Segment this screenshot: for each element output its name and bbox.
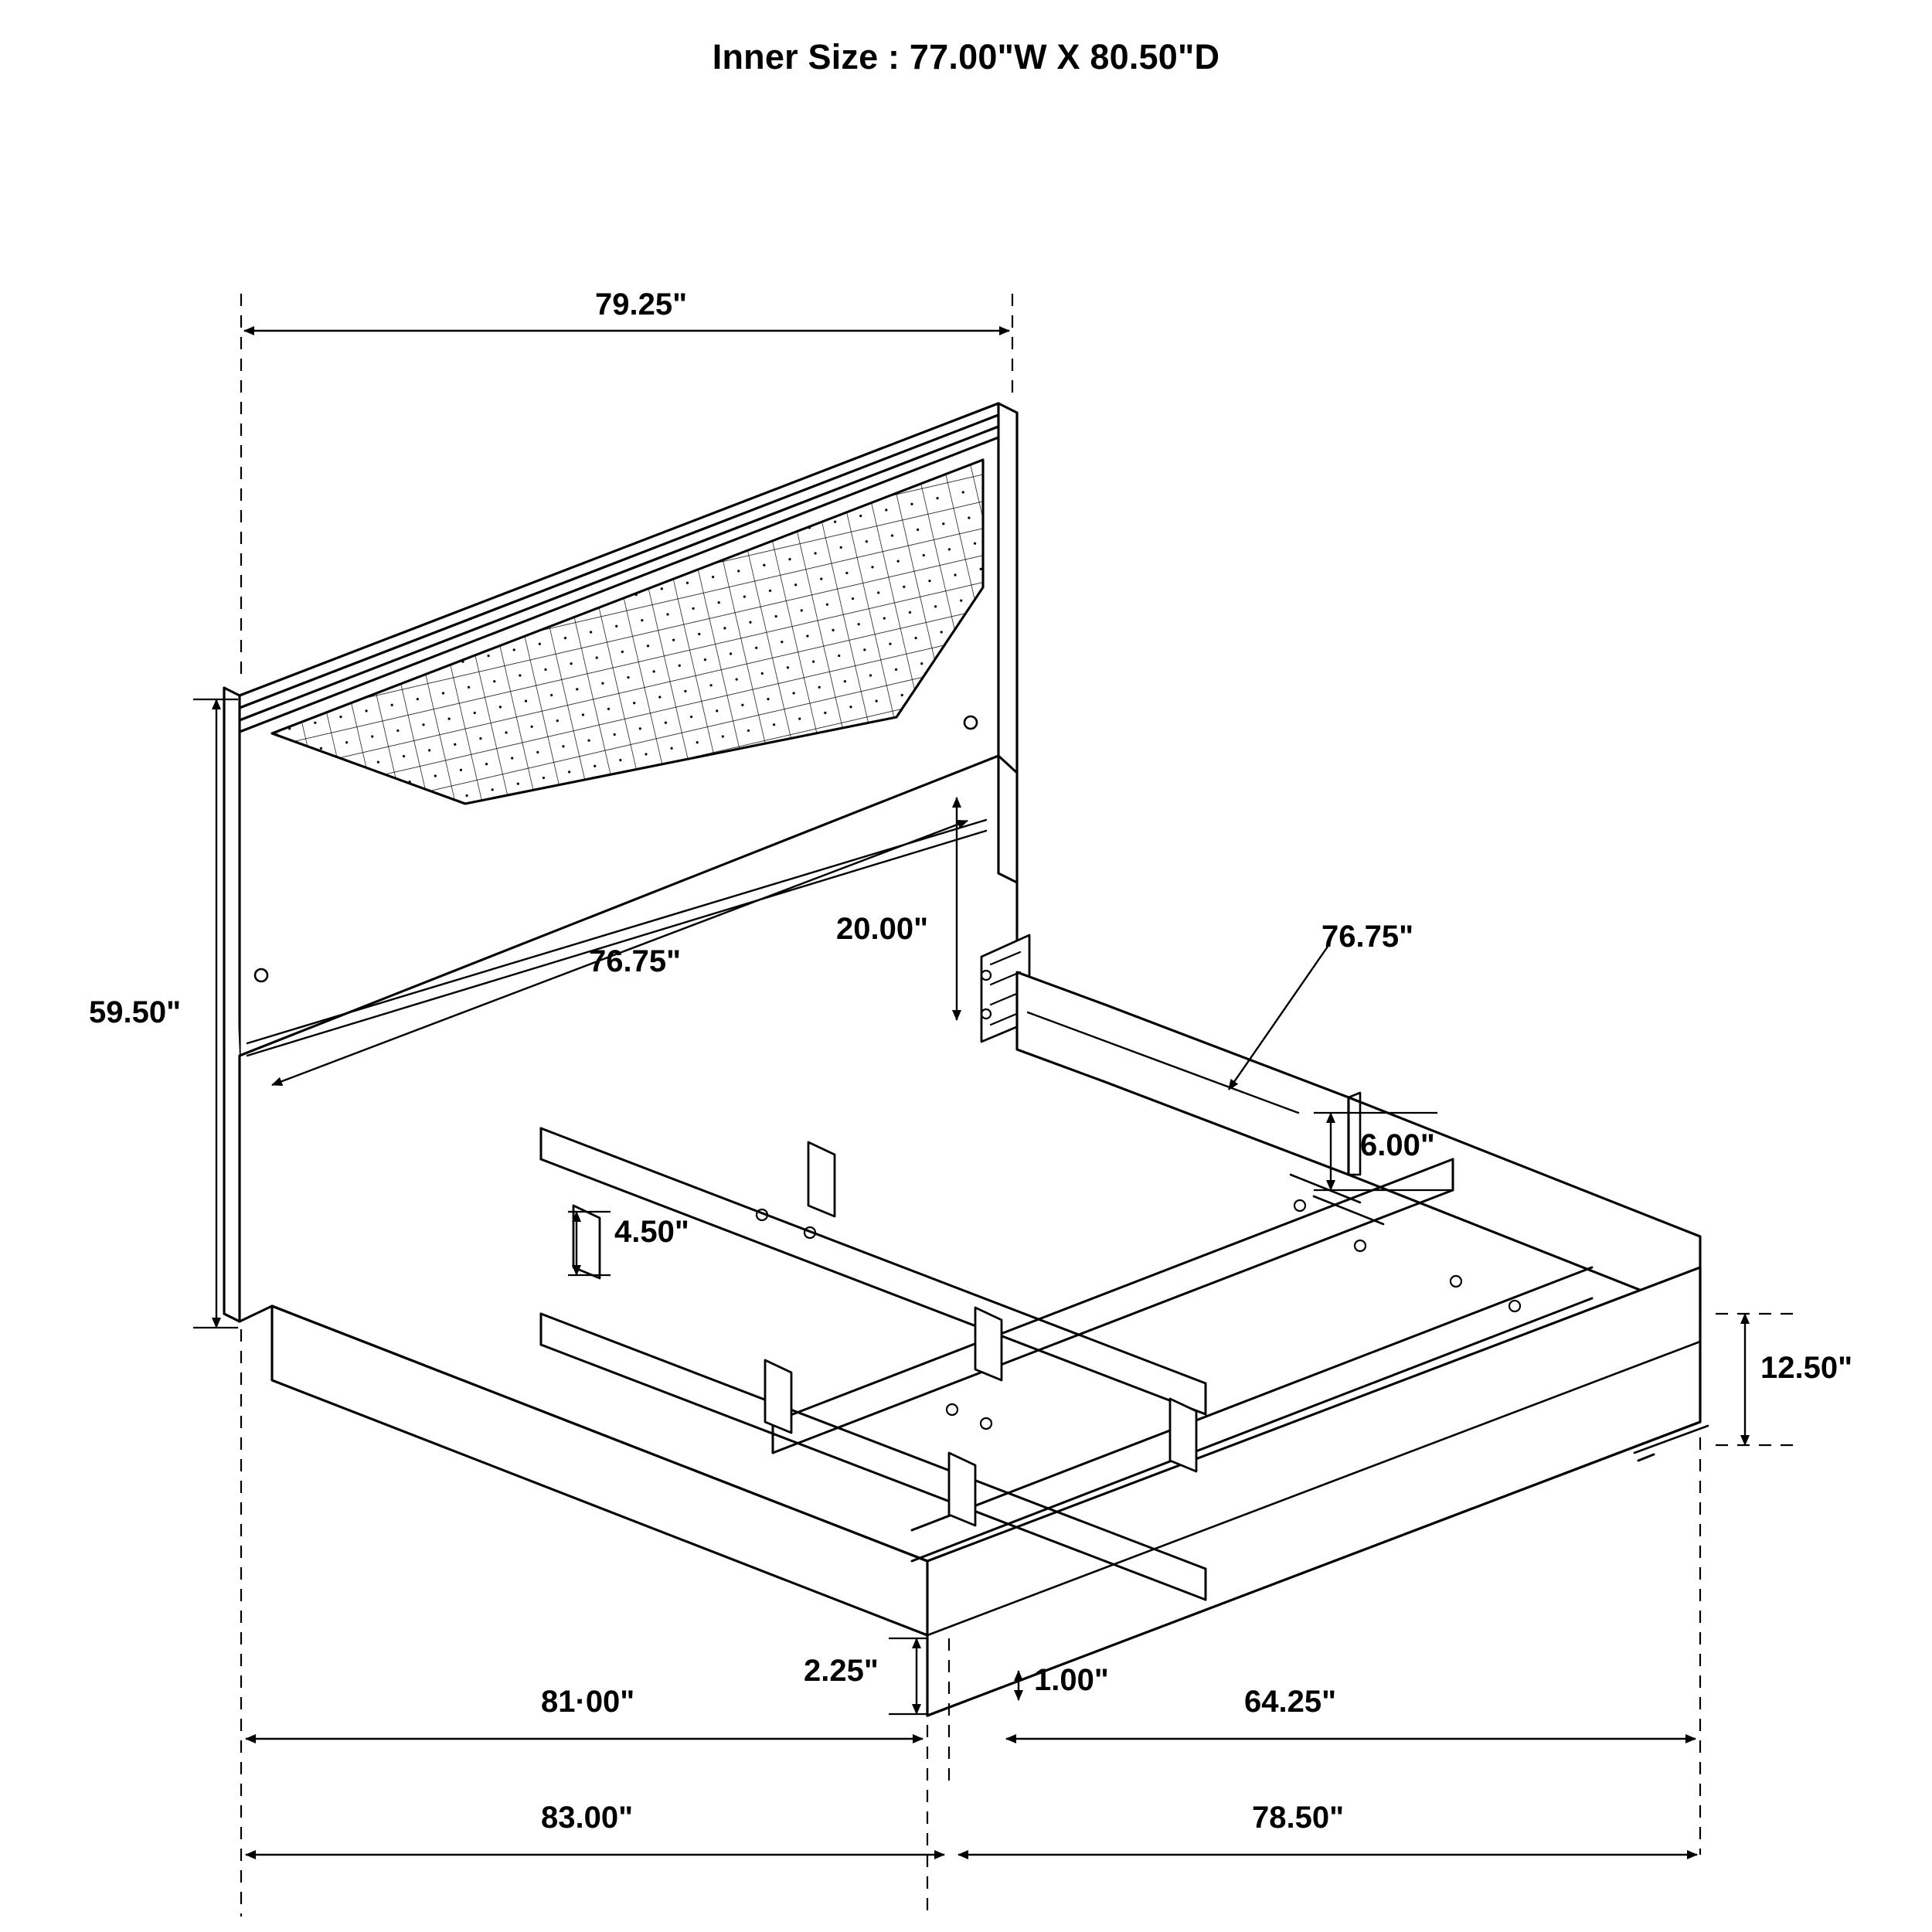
dim-label-side-rail-inner-width: 76.75" [1321,920,1414,954]
dim-label-footboard-base-gap: 2.25" [804,1654,879,1688]
dim-label-headboard-panel-width: 76.75" [589,944,682,978]
dim-label-overall-width: 78.50" [1252,1801,1345,1835]
dim-label-slat-support-height: 4.50" [614,1215,689,1249]
dim-label-footboard-height: 12.50" [1760,1351,1853,1385]
page-title: Inner Size : 77.00"W X 80.50"D [712,37,1220,77]
dim-label-overall-length: 83.00" [541,1801,634,1835]
dim-label-headboard-clearance: 20.00" [836,912,929,946]
dim-label-overall-height: 59.50" [89,995,182,1029]
dim-label-headboard-width: 79.25" [595,287,688,321]
dim-label-rail-height: 6.00" [1360,1128,1435,1162]
dim-label-foot-clearance: 1.00" [1034,1663,1109,1697]
dim-label-frame-length-inner: 81·00" [541,1685,635,1719]
dim-label-footboard-width-inner: 64.25" [1244,1685,1337,1719]
